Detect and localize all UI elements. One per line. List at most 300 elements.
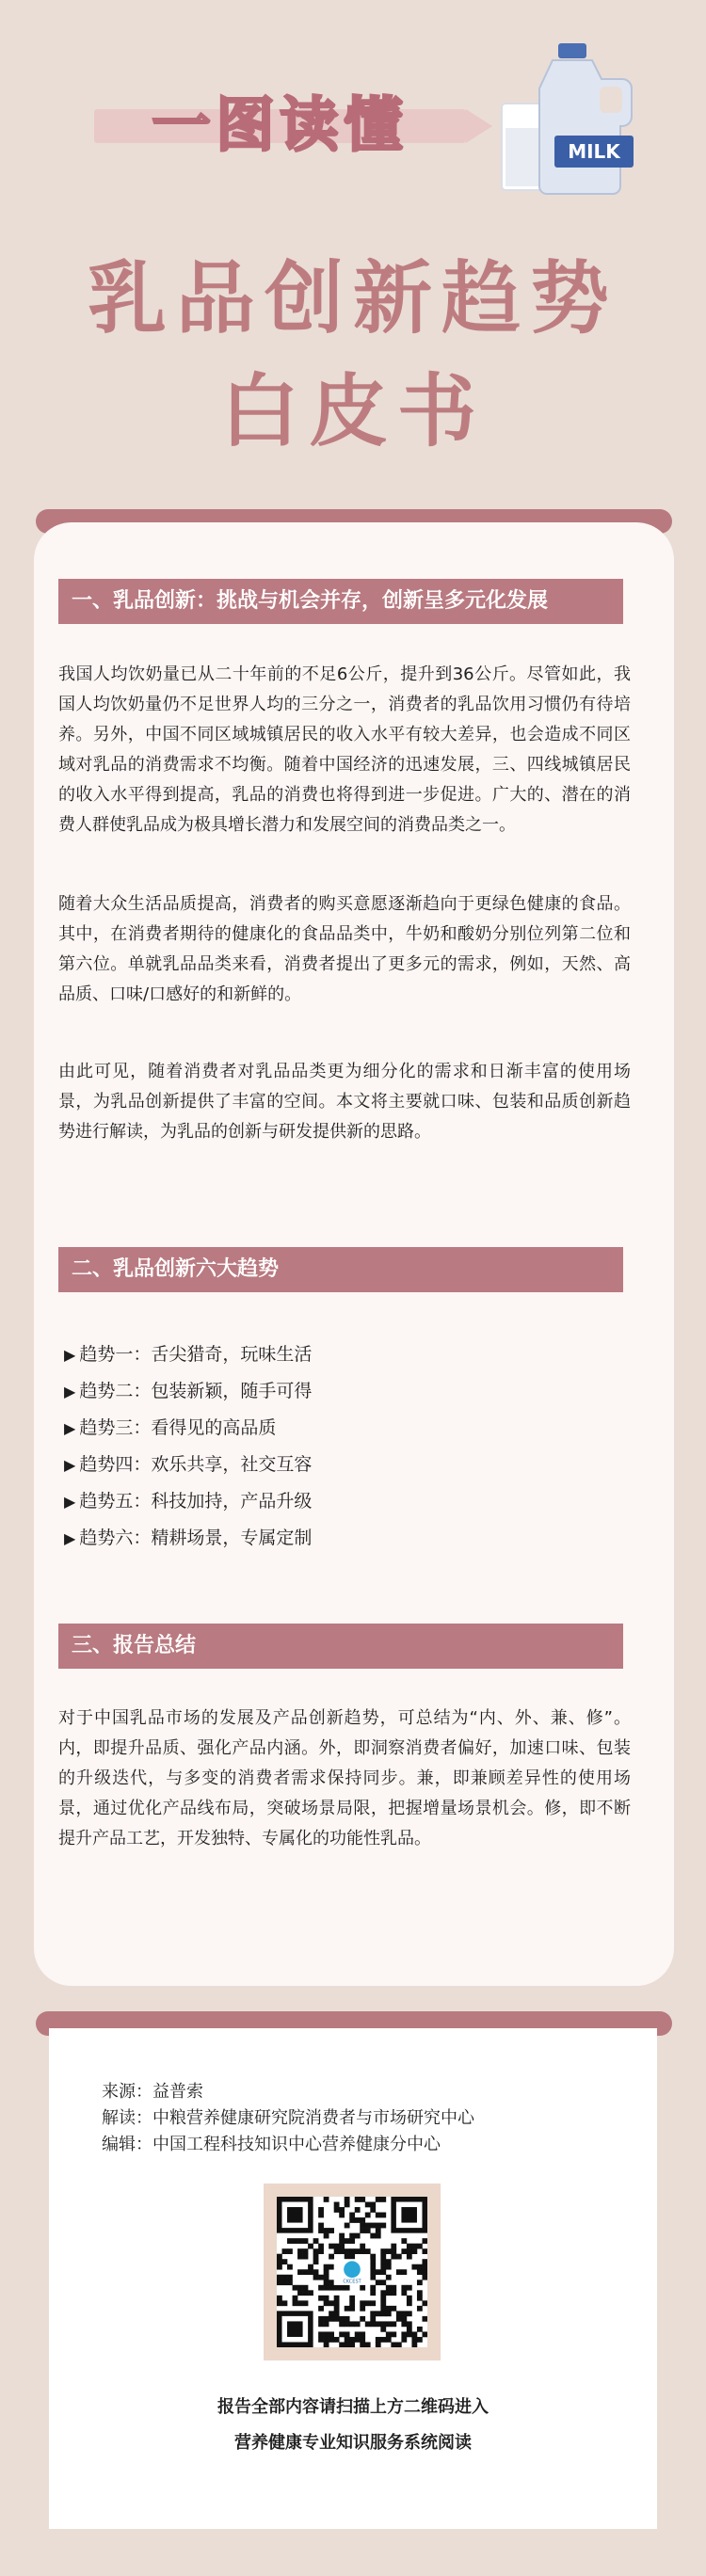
qr-module (345, 2197, 350, 2202)
qr-module (313, 2254, 319, 2260)
qr-module (422, 2238, 427, 2244)
qr-module (422, 2269, 427, 2275)
qr-module (334, 2207, 340, 2213)
qr-module (370, 2321, 376, 2327)
qr-module (318, 2337, 324, 2343)
qr-module (422, 2275, 427, 2280)
qr-module (277, 2280, 282, 2285)
qr-module (329, 2331, 334, 2337)
qr-module (355, 2197, 361, 2202)
qr-module (318, 2213, 324, 2218)
qr-module (324, 2264, 329, 2270)
qr-module (355, 2217, 361, 2223)
trend-label: 趋势四：欢乐共享，社交互容 (79, 1454, 313, 1475)
list-item (64, 1373, 629, 1410)
qr-module (370, 2290, 376, 2296)
trend-label: 趋势一：舌尖猎奇，玩味生活 (79, 1344, 313, 1365)
qr-module (355, 2321, 361, 2327)
qr-module (349, 2238, 355, 2244)
qr-module (370, 2264, 376, 2270)
qr-module (329, 2316, 334, 2322)
qr-module (324, 2280, 329, 2285)
section2-heading: 二、乳品创新六大趋势 (58, 1247, 623, 1292)
qr-module (349, 2300, 355, 2306)
qr-module (401, 2316, 407, 2322)
qr-module (411, 2264, 417, 2270)
qr-module (303, 2300, 309, 2306)
qr-module (349, 2248, 355, 2254)
qr-module (349, 2217, 355, 2223)
qr-module (380, 2259, 386, 2264)
qr-module (349, 2337, 355, 2343)
qr-module (370, 2311, 376, 2316)
qr-module (308, 2290, 313, 2296)
qr-module (370, 2259, 376, 2264)
qr-module (287, 2264, 293, 2270)
qr-module (422, 2264, 427, 2270)
qr-module (334, 2248, 340, 2254)
qr-module (360, 2248, 365, 2254)
qr-module (360, 2223, 365, 2229)
qr-module (380, 2213, 386, 2218)
qr-finder-pattern (287, 2207, 303, 2223)
qr-module (339, 2316, 345, 2322)
list-item (64, 1410, 629, 1447)
qr-module (386, 2311, 392, 2316)
footer-note-line1: 报告全部内容请扫描上方二维码进入 (217, 2397, 489, 2417)
qr-module (324, 2342, 329, 2347)
qr-module (324, 2285, 329, 2291)
qr-module (293, 2300, 298, 2306)
qr-module (411, 2244, 417, 2249)
qr-module (386, 2290, 392, 2296)
source-credit: 来源：益普索 (102, 2082, 203, 2102)
qr-module (345, 2316, 350, 2322)
qr-module (277, 2264, 282, 2270)
qr-module (345, 2254, 350, 2260)
qr-module (282, 2280, 288, 2285)
section1-paragraph3: 由此可见，随着消费者对乳品品类更为细分化的需求和日渐丰富的使用场景，为乳品创新提供了丰富的空间。本文将主要就口味、包装和品质创新趋势进行解读，为乳品的创新与研发提供新的思路。 (58, 1062, 631, 1142)
qr-module (411, 2331, 417, 2337)
qr-module (324, 2275, 329, 2280)
qr-module (407, 2311, 412, 2316)
qr-module (401, 2321, 407, 2327)
qr-module (355, 2248, 361, 2254)
qr-module (417, 2306, 423, 2312)
qr-module (360, 2285, 365, 2291)
qr-module (376, 2223, 381, 2229)
qr-module (334, 2337, 340, 2343)
qr-module (287, 2275, 293, 2280)
qr-module (370, 2223, 376, 2229)
qr-module (334, 2202, 340, 2208)
qr-module (407, 2254, 412, 2260)
qr-module (422, 2300, 427, 2306)
qr-module (417, 2264, 423, 2270)
qr-module (349, 2321, 355, 2327)
qr-module (391, 2290, 396, 2296)
qr-module (355, 2233, 361, 2239)
qr-module (339, 2285, 345, 2291)
qr-module (345, 2331, 350, 2337)
qr-module (380, 2321, 386, 2327)
qr-module (380, 2248, 386, 2254)
qr-module (380, 2223, 386, 2229)
qr-module (282, 2259, 288, 2264)
qr-module (386, 2248, 392, 2254)
qr-module (380, 2269, 386, 2275)
list-item (64, 1336, 629, 1373)
qr-module (303, 2285, 309, 2291)
qr-module (365, 2321, 371, 2327)
play-arrow-icon: ▶ (64, 1346, 76, 1364)
qr-module (360, 2244, 365, 2249)
qr-module (380, 2290, 386, 2296)
qr-module (376, 2269, 381, 2275)
qr-module (360, 2217, 365, 2223)
qr-module (407, 2300, 412, 2306)
qr-logo-text: CKCEST (343, 2279, 361, 2285)
qr-module (365, 2300, 371, 2306)
kicker-banner (94, 92, 466, 158)
qr-module (324, 2331, 329, 2337)
qr-module (386, 2306, 392, 2312)
qr-module (282, 2300, 288, 2306)
trend-label: 趋势三：看得见的高品质 (79, 1417, 277, 1438)
qr-module (287, 2280, 293, 2285)
list-item (64, 1447, 629, 1483)
milk-jug-handle (600, 87, 622, 113)
qr-module (396, 2316, 402, 2322)
page-title-line2: 白皮书 (219, 365, 486, 457)
qr-module (365, 2223, 371, 2229)
qr-module (318, 2223, 324, 2229)
editor-credit: 编辑：中国工程科技知识中心营养健康分中心 (102, 2135, 441, 2154)
qr-module (339, 2321, 345, 2327)
milk-glass-fill (505, 128, 539, 186)
qr-module (303, 2254, 309, 2260)
play-arrow-icon: ▶ (64, 1456, 76, 1474)
qr-module (318, 2207, 324, 2213)
qr-module (370, 2207, 376, 2213)
qr-module (324, 2296, 329, 2301)
qr-module (396, 2342, 402, 2347)
qr-module (339, 2342, 345, 2347)
qr-module (334, 2316, 340, 2322)
list-item (64, 1520, 629, 1557)
trend-label: 趋势六：精耕场景，专属定制 (79, 1528, 313, 1548)
qr-module (396, 2269, 402, 2275)
section3-heading: 三、报告总结 (58, 1624, 623, 1669)
qr-module (334, 2296, 340, 2301)
qr-module (380, 2264, 386, 2270)
qr-module (417, 2244, 423, 2249)
milk-jug-body (539, 60, 632, 194)
qr-module (318, 2285, 324, 2291)
qr-module (422, 2316, 427, 2322)
qr-module (376, 2197, 381, 2202)
qr-module (380, 2327, 386, 2332)
qr-module (297, 2290, 303, 2296)
qr-module (407, 2327, 412, 2332)
qr-module (345, 2248, 350, 2254)
qr-module (345, 2238, 350, 2244)
qr-module (396, 2254, 402, 2260)
qr-module (277, 2300, 282, 2306)
qr-module (407, 2244, 412, 2249)
qr-module (386, 2264, 392, 2270)
qr-module (324, 2228, 329, 2233)
qr-module (370, 2202, 376, 2208)
content-card (34, 522, 674, 1986)
qr-module (417, 2327, 423, 2332)
qr-module (376, 2311, 381, 2316)
qr-module (355, 2207, 361, 2213)
qr-module (339, 2233, 345, 2239)
list-item (64, 1483, 629, 1520)
qr-module (339, 2238, 345, 2244)
qr-module (349, 2233, 355, 2239)
qr-module (324, 2321, 329, 2327)
qr-module (360, 2228, 365, 2233)
qr-module (349, 2296, 355, 2301)
qr-module (365, 2228, 371, 2233)
qr-module (407, 2296, 412, 2301)
qr-module (380, 2280, 386, 2285)
section1-paragraph1: 我国人均饮奶量已从二十年前的不足6公斤，提升到36公斤。尽管如此，我国人均饮奶量仍不足世界人均的三分之一，消费者的乳品饮用习惯仍有待培养。另外，中国不同区域城镇居民的收入水平有较大差异，也会造成不同区域对乳品的消费需求不均衡。随着中国经济的迅速发展，三、四线城镇居民的收入水平得到提高，乳品的消费也将得到进一步促进。广大的、潜在的消费人群使乳品成为极具增长潜力和发展空间的消费品类之一。 (58, 664, 631, 835)
qr-module (345, 2223, 350, 2229)
qr-module (376, 2233, 381, 2239)
qr-module (360, 2197, 365, 2202)
qr-module (370, 2316, 376, 2322)
qr-module (345, 2202, 350, 2208)
qr-code-icon (277, 2197, 427, 2347)
qr-module (318, 2244, 324, 2249)
play-arrow-icon: ▶ (64, 1529, 76, 1547)
qr-module (360, 2331, 365, 2337)
qr-module (308, 2244, 313, 2249)
qr-module (313, 2275, 319, 2280)
qr-module (329, 2254, 334, 2260)
qr-module (391, 2306, 396, 2312)
qr-module (401, 2311, 407, 2316)
qr-module (386, 2321, 392, 2327)
qr-module (411, 2337, 417, 2343)
milk-bottle-icon (494, 38, 654, 198)
qr-module (370, 2233, 376, 2239)
section3-paragraph1: 对于中国乳品市场的发展及产品创新趋势，可总结为“内、外、兼、修”。内，即提升品质、强化产品内涵。外，即洞察消费者偏好，加速口味、包装的升级迭代，与多变的消费者需求保持同步。兼，即兼顾差异性的使用场景，通过优化产品线布局，突破场景局限，把握增量场景机会。修，即不断提升产品工艺，开发独特、专属化的功能性乳品。 (58, 1708, 631, 1848)
qr-module (318, 2275, 324, 2280)
qr-module (313, 2248, 319, 2254)
qr-module (334, 2244, 340, 2249)
qr-module (282, 2275, 288, 2280)
qr-module (380, 2300, 386, 2306)
footer-note-line2: 营养健康专业知识服务系统阅读 (234, 2433, 472, 2453)
qr-module (349, 2306, 355, 2312)
qr-module (297, 2300, 303, 2306)
qr-module (401, 2248, 407, 2254)
qr-module (407, 2248, 412, 2254)
qr-module (339, 2244, 345, 2249)
qr-module (380, 2337, 386, 2343)
qr-module (376, 2321, 381, 2327)
qr-module (391, 2342, 396, 2347)
qr-module (380, 2311, 386, 2316)
qr-module (329, 2311, 334, 2316)
qr-module (303, 2248, 309, 2254)
qr-module (297, 2285, 303, 2291)
qr-module (324, 2233, 329, 2239)
play-arrow-icon: ▶ (64, 1383, 76, 1400)
qr-module (349, 2342, 355, 2347)
qr-module (401, 2285, 407, 2291)
qr-module (334, 2311, 340, 2316)
qr-module (391, 2254, 396, 2260)
qr-module (407, 2331, 412, 2337)
qr-module (391, 2248, 396, 2254)
qr-module (329, 2285, 334, 2291)
qr-module (396, 2311, 402, 2316)
qr-module (308, 2264, 313, 2270)
qr-module (380, 2306, 386, 2312)
qr-module (349, 2254, 355, 2260)
qr-module (411, 2342, 417, 2347)
qr-module (345, 2342, 350, 2347)
qr-module (324, 2316, 329, 2322)
qr-module (313, 2269, 319, 2275)
qr-module (380, 2197, 386, 2202)
qr-module (376, 2213, 381, 2218)
qr-module (360, 2300, 365, 2306)
qr-module (411, 2248, 417, 2254)
play-arrow-icon: ▶ (64, 1419, 76, 1437)
qr-module (324, 2300, 329, 2306)
qr-module (329, 2264, 334, 2270)
qr-module (391, 2331, 396, 2337)
milk-jug-cap (558, 43, 586, 58)
qr-module (355, 2331, 361, 2337)
qr-module (360, 2316, 365, 2322)
qr-module (380, 2296, 386, 2301)
qr-module (370, 2300, 376, 2306)
qr-module (345, 2321, 350, 2327)
qr-module (329, 2337, 334, 2343)
qr-module (277, 2275, 282, 2280)
qr-module (313, 2259, 319, 2264)
qr-module (370, 2275, 376, 2280)
header (0, 0, 706, 508)
qr-module (345, 2337, 350, 2343)
qr-module (297, 2269, 303, 2275)
qr-module (370, 2285, 376, 2291)
kicker-title: 一图读懂 (152, 90, 409, 159)
section1-paragraph2: 随着大众生活品质提高，消费者的购买意愿逐渐趋向于更绿色健康的食品。其中，在消费者期待的健康化的食品品类中，牛奶和酸奶分别位列第二位和第六位。单就乳品品类来看，消费者提出了更多元的需求，例如，天然、高品质、口味/口感好的和新鲜的。 (58, 894, 631, 1004)
qr-module (277, 2254, 282, 2260)
qr-module (324, 2337, 329, 2343)
trend-label: 趋势五：科技加持，产品升级 (79, 1491, 313, 1512)
qr-module (287, 2238, 293, 2244)
qr-module (407, 2285, 412, 2291)
qr-logo-icon (344, 2261, 361, 2278)
qr-module (329, 2244, 334, 2249)
qr-finder-pattern (401, 2207, 417, 2223)
qr-module (308, 2269, 313, 2275)
qr-module (365, 2213, 371, 2218)
qr-module (401, 2337, 407, 2343)
qr-module (329, 2300, 334, 2306)
qr-module (365, 2248, 371, 2254)
qr-module (360, 2337, 365, 2343)
qr-finder-pattern (287, 2321, 303, 2337)
milk-label-text: MILK (568, 140, 620, 163)
qr-module (376, 2337, 381, 2343)
qr-module (293, 2285, 298, 2291)
qr-module (417, 2296, 423, 2301)
qr-module (380, 2254, 386, 2260)
qr-module (318, 2248, 324, 2254)
qr-module (407, 2321, 412, 2327)
qr-module (401, 2238, 407, 2244)
qr-module (401, 2290, 407, 2296)
qr-module (297, 2238, 303, 2244)
qr-module (386, 2337, 392, 2343)
qr-module (376, 2342, 381, 2347)
qr-module (297, 2248, 303, 2254)
qr-module (334, 2306, 340, 2312)
qr-module (422, 2248, 427, 2254)
qr-module (303, 2269, 309, 2275)
qr-module (360, 2306, 365, 2312)
qr-module (391, 2321, 396, 2327)
qr-code[interactable] (277, 2197, 427, 2347)
qr-module (339, 2331, 345, 2337)
footer-card (49, 2028, 657, 2529)
interpret-credit: 解读：中粮营养健康研究院消费者与市场研究中心 (102, 2108, 474, 2128)
qr-module (277, 2296, 282, 2301)
qr-module (386, 2331, 392, 2337)
section1-heading: 一、乳品创新：挑战与机会并存，创新呈多元化发展 (58, 579, 623, 624)
qr-module (391, 2285, 396, 2291)
qr-module (339, 2213, 345, 2218)
qr-module (287, 2248, 293, 2254)
qr-module (324, 2269, 329, 2275)
qr-module (334, 2285, 340, 2291)
qr-module (345, 2306, 350, 2312)
qr-module (376, 2280, 381, 2285)
qr-module (329, 2280, 334, 2285)
qr-module (417, 2280, 423, 2285)
qr-module (401, 2331, 407, 2337)
qr-module (401, 2269, 407, 2275)
qr-module (282, 2248, 288, 2254)
qr-module (293, 2238, 298, 2244)
qr-module (303, 2238, 309, 2244)
qr-module (417, 2290, 423, 2296)
qr-module (370, 2269, 376, 2275)
qr-module (318, 2228, 324, 2233)
qr-module (422, 2331, 427, 2337)
qr-module (417, 2337, 423, 2343)
qr-module (339, 2248, 345, 2254)
qr-module (370, 2254, 376, 2260)
qr-module (318, 2316, 324, 2322)
trend-label: 趋势二：包装新颖，随手可得 (79, 1381, 313, 1401)
trend-list (64, 1336, 629, 1557)
qr-module (365, 2342, 371, 2347)
qr-module (376, 2228, 381, 2233)
qr-module (417, 2269, 423, 2275)
qr-module (339, 2207, 345, 2213)
